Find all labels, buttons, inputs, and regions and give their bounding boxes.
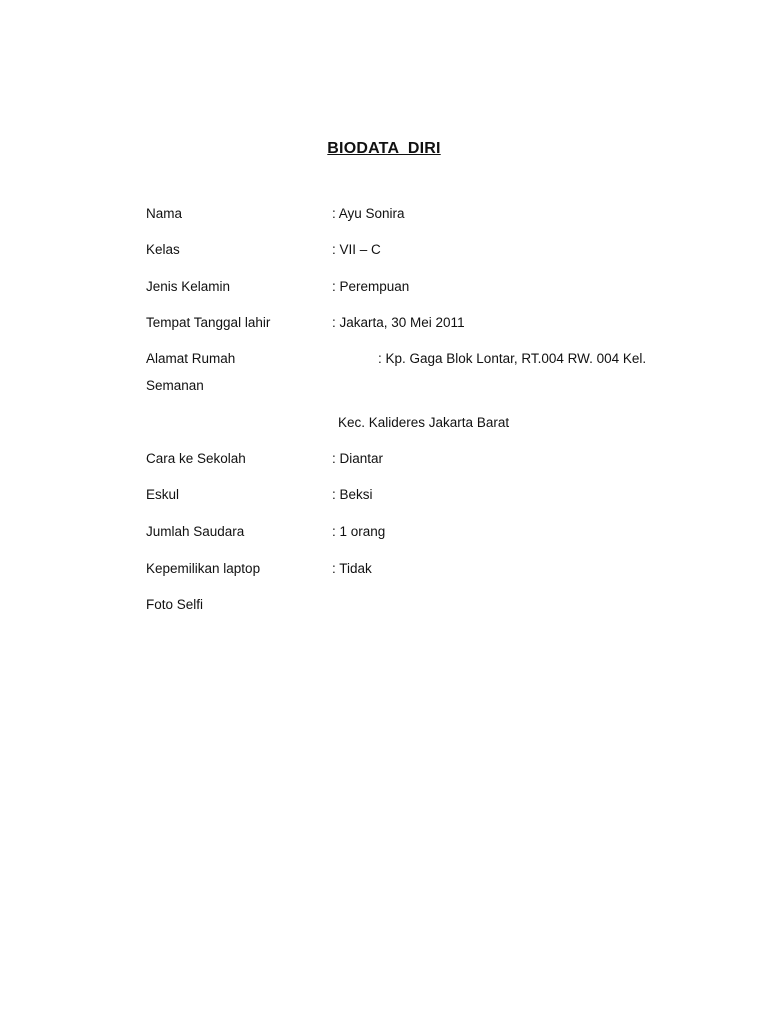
- address-continuation: Kec. Kalideres Jakarta Barat: [338, 415, 510, 430]
- field-label: Foto Selfi: [146, 597, 204, 612]
- field-label: Jumlah Saudara: [146, 524, 245, 539]
- field-label: Jenis Kelamin: [146, 279, 231, 294]
- field-label: Eskul: [146, 487, 180, 502]
- field-label: Kelas: [146, 242, 180, 257]
- field-label: Cara ke Sekolah: [146, 451, 246, 466]
- field-value: : VII – C: [332, 242, 381, 257]
- field-value: : 1 orang: [332, 524, 386, 539]
- field-label: Alamat Rumah: [146, 351, 236, 366]
- field-value: : Ayu Sonira: [332, 206, 405, 221]
- address-wrap-text: Semanan: [146, 378, 204, 393]
- field-value: : Tidak: [332, 561, 372, 576]
- field-value: : Kp. Gaga Blok Lontar, RT.004 RW. 004 Kel.: [378, 351, 647, 366]
- document-title: BIODATA DIRI: [327, 140, 441, 157]
- field-value: : Jakarta, 30 Mei 2011: [332, 315, 465, 330]
- field-value: : Beksi: [332, 487, 373, 502]
- field-label: Nama: [146, 206, 183, 221]
- field-label: Kepemilikan laptop: [146, 561, 261, 576]
- field-value: : Perempuan: [332, 279, 410, 294]
- field-label: Tempat Tanggal lahir: [146, 315, 271, 330]
- field-value: : Diantar: [332, 451, 384, 466]
